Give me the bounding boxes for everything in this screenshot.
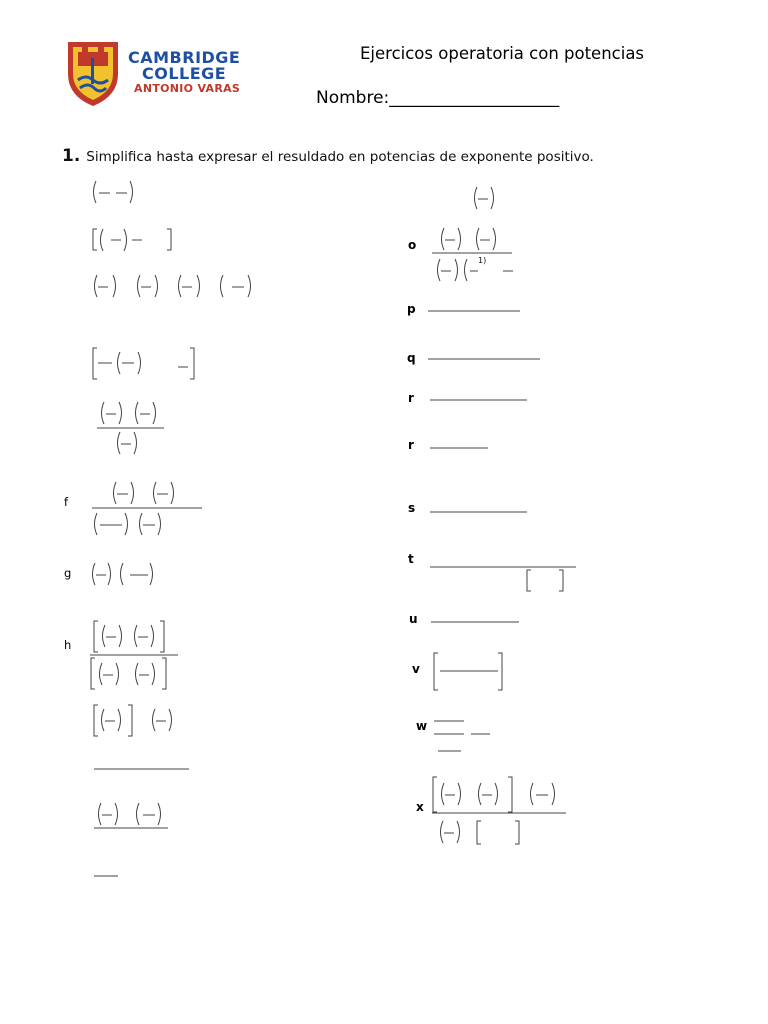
exercise-n: [475, 187, 494, 209]
logo-text-line3: ANTONIO VARAS: [134, 82, 241, 95]
exercise-f: [92, 482, 202, 535]
name-field-label: Nombre:____________________: [316, 88, 560, 108]
exercise-label-o: o: [408, 238, 417, 252]
school-logo: [64, 36, 268, 108]
exercise-label-q: q: [407, 351, 416, 365]
exercise-h: [90, 621, 178, 689]
exercise-label-v: v: [412, 662, 420, 676]
exercise-label-p: p: [407, 302, 416, 316]
exercise-label-s: s: [408, 501, 416, 515]
exercise-c: [95, 275, 251, 297]
exercise-label-w: w: [416, 719, 428, 733]
exercise-g: [93, 563, 153, 585]
exercise-label-u: u: [409, 612, 418, 626]
exercise-j: [94, 803, 168, 876]
exercise-label-r1: r: [408, 391, 414, 405]
exercise-i: [94, 705, 189, 769]
question-1: [62, 146, 594, 166]
logo-text-line1: CAMBRIDGE: [128, 48, 241, 67]
exercise-e: [97, 402, 164, 454]
exercise-o: [432, 228, 513, 281]
exercise-o-exponent-fragment: 1): [478, 256, 487, 265]
exercise-x: [432, 777, 566, 844]
exercise-t: [430, 567, 576, 591]
question-text: Simplifica hasta expresar el resuldado en potencias de exponente positivo.: [86, 149, 594, 165]
exercise-v: [434, 653, 502, 690]
exercise-d: [93, 348, 194, 379]
exercise-b: [93, 229, 171, 251]
question-number: 1.: [62, 146, 81, 166]
exercise-label-r2: r: [408, 438, 414, 452]
page-title: Ejercicos operatoria con potencias: [360, 44, 645, 63]
exercise-label-x: x: [416, 800, 424, 814]
exercise-label-f: f: [64, 495, 69, 509]
exercise-label-h: h: [64, 638, 72, 652]
logo-text-line2: COLLEGE: [142, 64, 227, 83]
exercise-label-t: t: [408, 552, 414, 566]
exercise-label-g: g: [64, 566, 72, 580]
exercise-a: [94, 181, 133, 203]
exercise-w: [434, 721, 490, 751]
